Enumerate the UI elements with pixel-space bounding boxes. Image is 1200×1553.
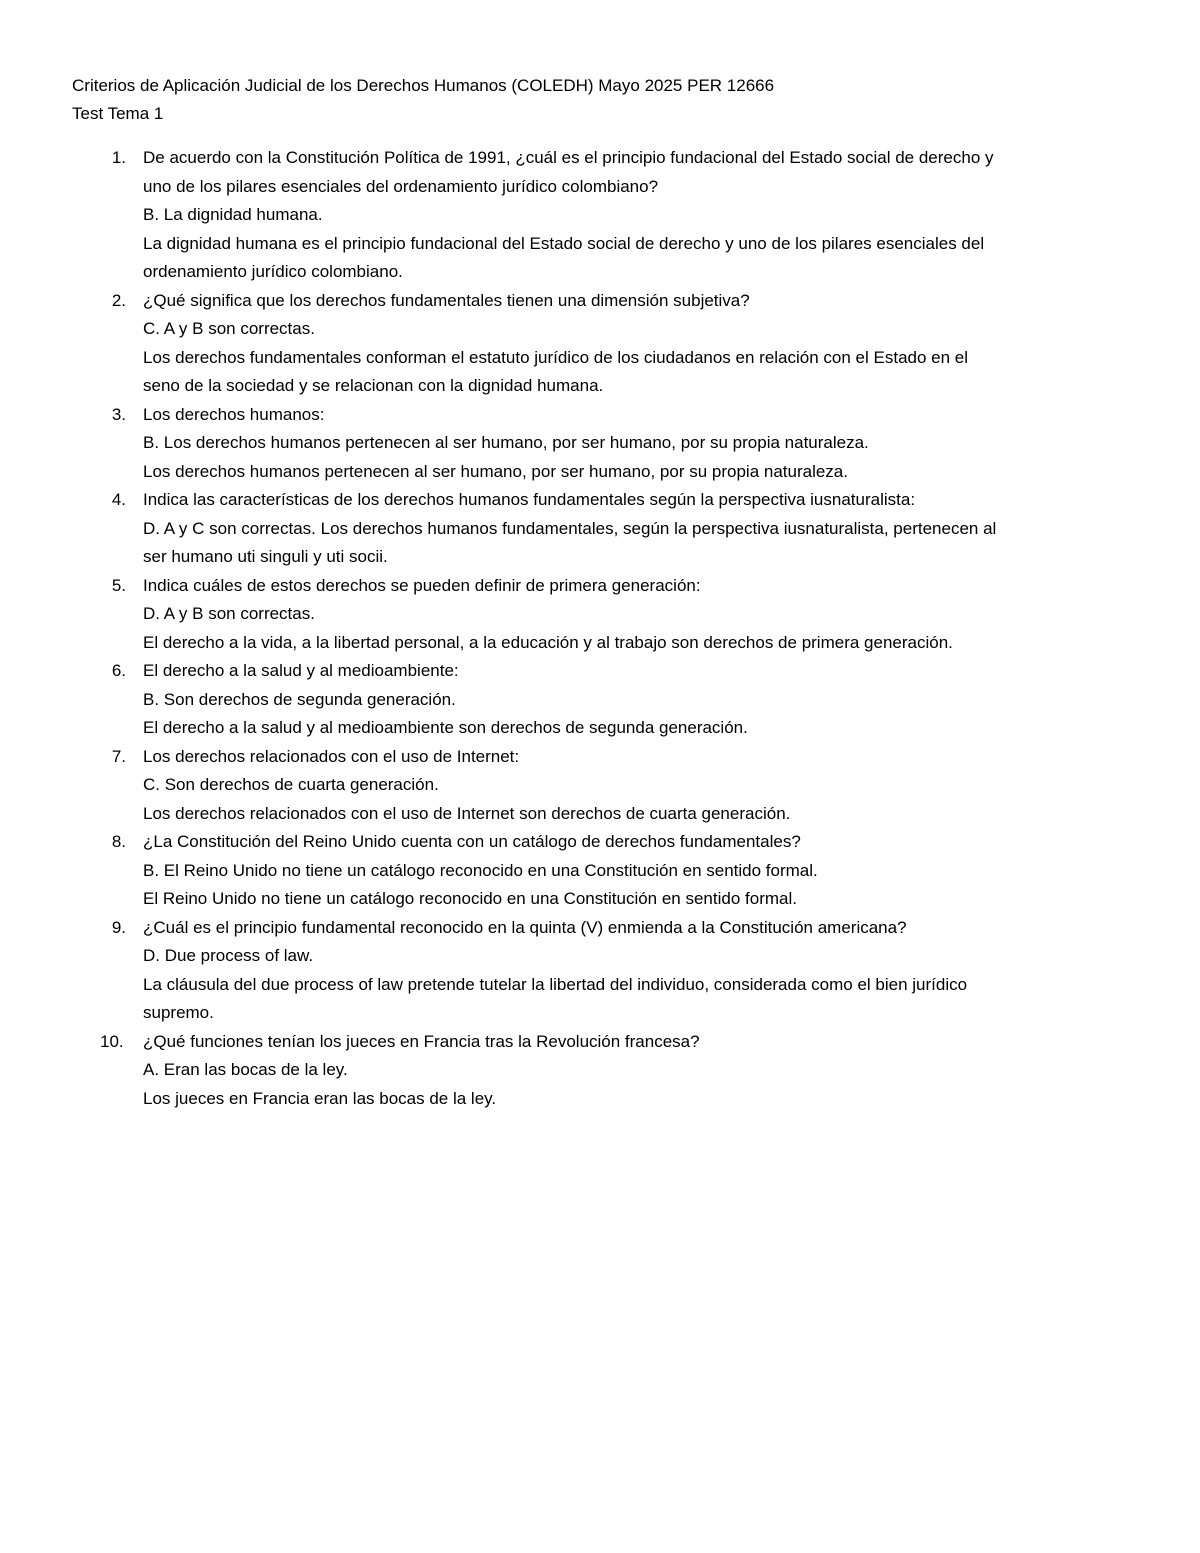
question-item [0, 401, 1200, 487]
question-text-line: Los derechos relacionados con el uso de Internet: [143, 746, 520, 766]
question-item [0, 914, 1200, 1028]
answer-text-line: D. Due process of law. [143, 946, 314, 965]
answer-text-line: ser humano uti singuli y uti socii. [143, 547, 388, 566]
question-text-line: ¿Cuál es el principio fundamental reconocido en la quinta (V) enmienda a la Constitución americana? [143, 917, 907, 937]
question-item [0, 572, 1200, 658]
explanation-text-line: La cláusula del due process of law pretende tutelar la libertad del individuo, considerada como el bien jurídico [143, 974, 968, 994]
question-body [143, 486, 1128, 572]
answer-text-line: B. Son derechos de segunda generación. [143, 689, 456, 709]
explanation-text-line: El derecho a la salud y al medioambiente son derechos de segunda generación. [143, 718, 748, 737]
question-number: 8. [111, 832, 126, 851]
question-item [0, 657, 1200, 743]
question-body [143, 657, 1128, 743]
question-item [0, 287, 1200, 401]
question-item [0, 144, 1200, 287]
question-body [143, 914, 1128, 1028]
explanation-text-line: Los derechos humanos pertenecen al ser humano, por ser humano, por su propia naturaleza. [143, 461, 848, 481]
question-number: 9. [111, 917, 126, 937]
document-subtitle: Test Tema 1 [72, 104, 164, 123]
question-number: 7. [111, 746, 126, 766]
question-text-line: Los derechos humanos: [143, 404, 325, 424]
question-number: 5. [111, 575, 126, 595]
explanation-text-line: seno de la sociedad y se relacionan con la dignidad humana. [143, 376, 604, 395]
explanation-text-line: El Reino Unido no tiene un catálogo reconocido en una Constitución en sentido formal. [143, 889, 797, 908]
question-text-line: ¿Qué significa que los derechos fundamentales tienen una dimensión subjetiva? [143, 290, 750, 310]
question-text-line: Indica las características de los derechos humanos fundamentales según la perspectiva iusnaturalista: [143, 490, 916, 509]
answer-text-line: B. El Reino Unido no tiene un catálogo reconocido en una Constitución en sentido formal. [143, 860, 818, 880]
document-header [72, 72, 1132, 128]
question-item [0, 486, 1200, 572]
question-text-line: El derecho a la salud y al medioambiente: [143, 661, 459, 680]
question-body [143, 1028, 1128, 1114]
explanation-text-line: Los derechos relacionados con el uso de Internet son derechos de cuarta generación. [143, 803, 791, 823]
answer-text-line: D. A y C son correctas. Los derechos humanos fundamentales, según la perspectiva iusnaturalista, pertenecen al [143, 518, 997, 538]
explanation-text-line: supremo. [143, 1003, 214, 1022]
explanation-text-line: Los derechos fundamentales conforman el estatuto jurídico de los ciudadanos en relación con el Estado en el [143, 347, 969, 367]
answer-text-line: C. Son derechos de cuarta generación. [143, 775, 439, 794]
answer-text-line: B. La dignidad humana. [143, 205, 323, 224]
explanation-text-line: ordenamiento jurídico colombiano. [143, 262, 403, 281]
question-number: 4. [111, 490, 126, 509]
document-title: Criterios de Aplicación Judicial de los Derechos Humanos (COLEDH) Mayo 2025 PER 12666 [72, 76, 775, 95]
question-text-line: ¿La Constitución del Reino Unido cuenta con un catálogo de derechos fundamentales? [143, 832, 801, 851]
question-body [143, 572, 1128, 658]
explanation-text-line: La dignidad humana es el principio fundacional del Estado social de derecho y uno de los pilares esenciales del [143, 233, 985, 253]
question-body [143, 287, 1128, 401]
question-number: 1. [111, 148, 126, 167]
question-number: 6. [111, 661, 126, 680]
question-text-line: De acuerdo con la Constitución Política de 1991, ¿cuál es el principio fundacional del Estado social de derecho y [143, 148, 994, 167]
explanation-text-line: Los jueces en Francia eran las bocas de la ley. [143, 1088, 497, 1108]
question-list [0, 144, 1200, 1113]
answer-text-line: B. Los derechos humanos pertenecen al ser humano, por ser humano, por su propia naturaleza. [143, 433, 869, 452]
answer-text-line: D. A y B son correctas. [143, 604, 315, 623]
question-number: 2. [111, 290, 126, 310]
explanation-text-line: El derecho a la vida, a la libertad personal, a la educación y al trabajo son derechos de primera generación. [143, 632, 953, 652]
answer-text-line: A. Eran las bocas de la ley. [143, 1060, 348, 1079]
answer-text-line: C. A y B son correctas. [143, 319, 315, 338]
question-text-line: Indica cuáles de estos derechos se pueden definir de primera generación: [143, 575, 701, 595]
question-item [0, 828, 1200, 914]
question-body [143, 828, 1128, 914]
question-number: 3. [111, 404, 126, 424]
question-number: 10. [100, 1031, 124, 1051]
question-item [0, 743, 1200, 829]
question-item [0, 1028, 1200, 1114]
question-body [143, 144, 1128, 287]
question-text-line: ¿Qué funciones tenían los jueces en Francia tras la Revolución francesa? [143, 1031, 700, 1051]
question-body [143, 401, 1128, 487]
question-body [143, 743, 1128, 829]
question-text-line: uno de los pilares esenciales del ordenamiento jurídico colombiano? [143, 176, 659, 196]
